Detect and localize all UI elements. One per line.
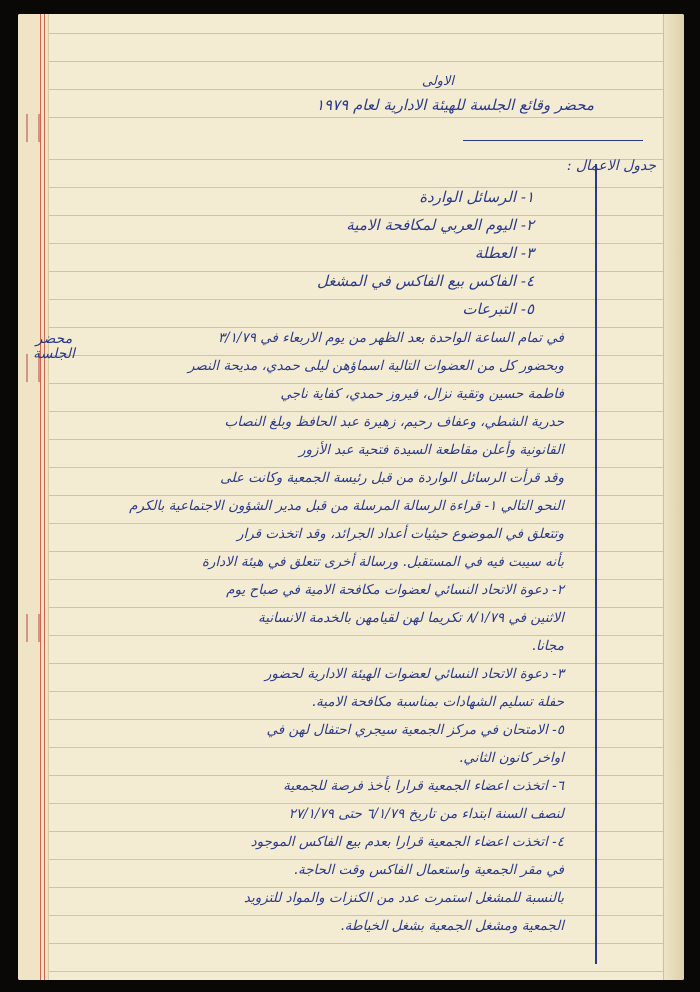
- agenda-heading: جدول الاعمال :: [566, 158, 656, 174]
- body-line: وبحضور كل من العضوات التالية اسماؤهن ليلى حمدي، مديحة النصر: [187, 358, 564, 374]
- margin-line: [595, 164, 597, 964]
- page-edge: [663, 14, 684, 980]
- body-line: الاثنين في ٨/١/٧٩ تكريما لهن لقيامهن بالخدمة الانسانية: [258, 610, 564, 626]
- body-line: وتتعلق في الموضوع حيثيات أعداد الجرائد، وقد اتخذت قرار: [236, 526, 564, 542]
- body-line: حفلة تسليم الشهادات بمناسبة مكافحة الامية.: [311, 694, 564, 710]
- body-line: اواخر كانون الثاني.: [459, 750, 564, 766]
- body-line: وقد قرأت الرسائل الواردة من قبل رئيسة الجمعية وكانت على: [220, 470, 564, 486]
- margin-rule: [44, 14, 45, 980]
- agenda-item: ٢- اليوم العربي لمكافحة الامية: [346, 216, 534, 234]
- title-insert: الاولى: [421, 74, 454, 89]
- body-line: النحو التالي ١- قراءة الرسالة المرسلة من قبل مدير الشؤون الاجتماعية بالكرم: [129, 498, 564, 514]
- body-line: لنصف السنة ابتداء من تاريخ ٦/١/٧٩ حتى ٢٧/١/٧٩: [288, 806, 564, 822]
- body-line: الجمعية ومشغل الجمعية بشغل الخياطة.: [340, 918, 564, 934]
- minutes-label: محضر الجلسة: [33, 331, 75, 363]
- body-line: فاطمة حسين وتقية نزال، فيروز حمدي، كفاية ناجي: [280, 386, 564, 402]
- agenda-item: ٣- العطلة: [474, 244, 534, 262]
- body-line: بالنسبة للمشغل استمرت عدد من الكنزات والمواد للتزويد: [243, 890, 564, 906]
- binding-mark: [26, 114, 40, 142]
- agenda-item: ٥- التبرعات: [462, 300, 534, 318]
- page-title: محضر وقائع الجلسة للهيئة الادارية لعام ١٩٧٩: [315, 96, 594, 114]
- notebook-page: [18, 14, 684, 980]
- body-line: ٥- الامتحان في مركز الجمعية سيجري احتفال لهن في: [266, 722, 564, 738]
- body-line: القانونية وأعلن مقاطعة السيدة فتحية عبد الأزور: [298, 442, 564, 458]
- heading-underline: [463, 140, 643, 141]
- body-line: في تمام الساعة الواحدة بعد الظهر من يوم الاربعاء في ٣/١/٧٩: [217, 330, 564, 346]
- body-line: بأنه سيبت فيه في المستقبل. ورسالة أخرى تتعلق في هيئة الادارة: [201, 554, 564, 570]
- body-line: ٢- دعوة الاتحاد النسائي لعضوات مكافحة الامية في صباح يوم: [226, 582, 564, 598]
- agenda-item: ٤- الفاكس بيع الفاكس في المشغل: [316, 272, 534, 290]
- body-line: ٣- دعوة الاتحاد النسائي لعضوات الهيئة الادارية لحضور: [264, 666, 564, 682]
- body-line: حدرية الشطي، وعفاف رحيم، زهيرة عبد الحافظ وبلغ النصاب: [224, 414, 564, 430]
- body-line: في مقر الجمعية واستعمال الفاكس وقت الحاجة.: [293, 862, 564, 878]
- body-line: ٦- اتخذت اعضاء الجمعية قرارا بأخذ فرصة للجمعية: [283, 778, 564, 794]
- body-line: ٤- اتخذت اعضاء الجمعية قرارا بعدم بيع الفاكس الموجود: [250, 834, 564, 850]
- agenda-item: ١- الرسائل الواردة: [419, 188, 534, 206]
- body-line: مجانا.: [531, 638, 564, 654]
- binding-mark: [26, 614, 40, 642]
- margin-rule: [40, 14, 41, 980]
